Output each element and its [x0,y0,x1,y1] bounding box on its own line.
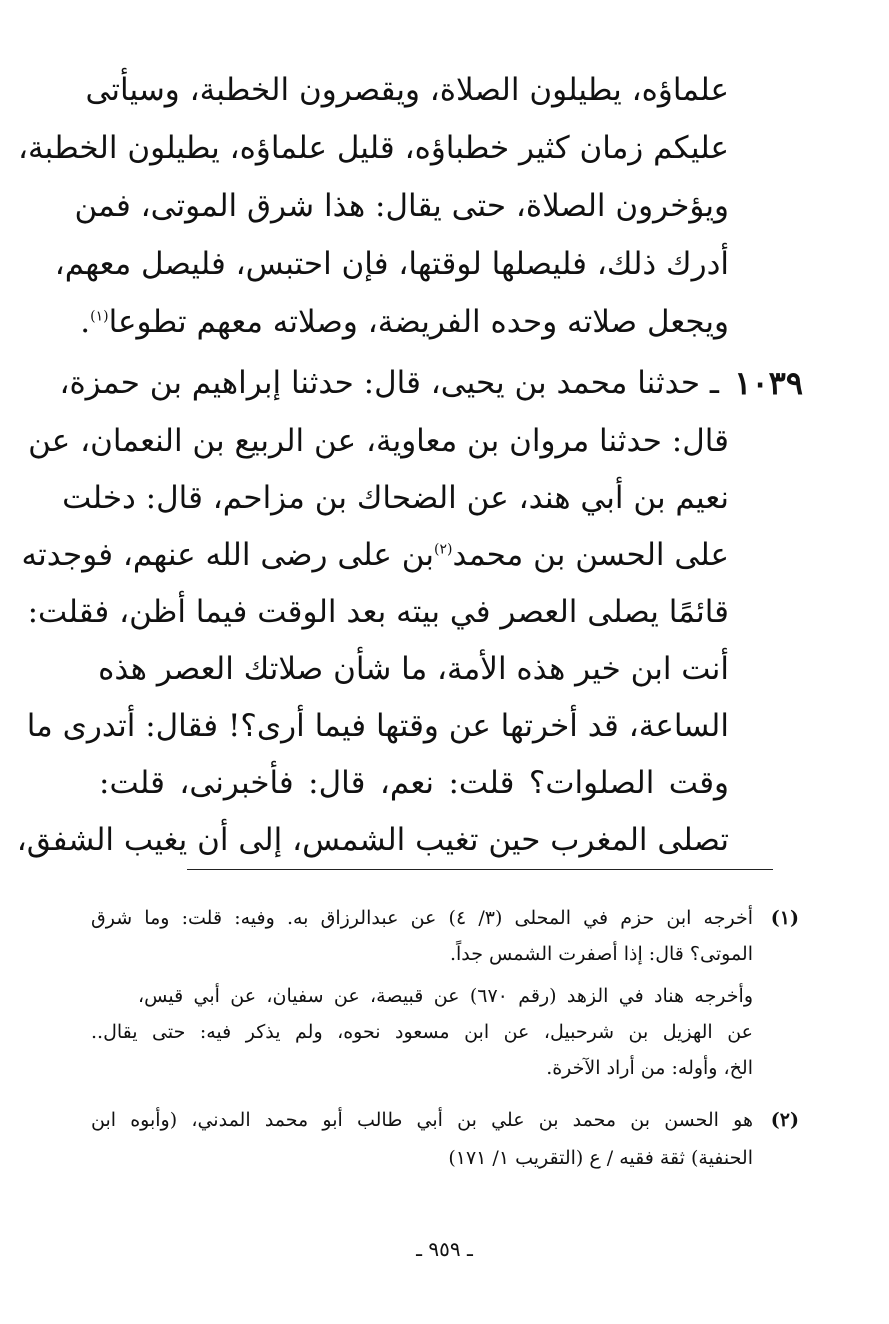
page-number: ـ ٩٥٩ ـ [416,1237,473,1261]
text-segment: على الحسن بن محمد [452,537,729,573]
footnote-line: وأخرجه هناد في الزهد (رقم ٦٧٠) عن قبيصة، عن سفيان، عن أبي قيس، [138,985,753,1007]
hadith-number: ١٠٣٩ [734,364,803,402]
footnote-line: أخرجه ابن حزم في المحلى (٣/ ٤) عن عبدالرزاق به. وفيه: قلت: وما شرق [91,907,753,929]
text-line: قال: حدثنا مروان بن معاوية، عن الربيع بن النعمان، عن [28,423,729,459]
text-line [80,294,729,350]
text-line [21,527,729,583]
footnote-ref-2: (٢) [434,541,453,558]
text-line: تصلى المغرب حين تغيب الشمس، إلى أن يغيب الشفق، [16,822,729,858]
footnote-line: عن الهزيل بن شرحبيل، عن ابن مسعود نحوه، ولم يذكر فيه: حتى يقال.. [91,1021,753,1043]
text-line: ويؤخرون الصلاة، حتى يقال: هذا شرق الموتى، فمن [74,188,729,224]
footnote-number: (١) [770,907,799,929]
footnote-line: الحنفية) ثقة فقيه / ع (التقريب ١/ ١٧١) [448,1147,753,1169]
footnote-line: الخ، وأوله: من أراد الآخرة. [546,1057,753,1079]
text-line: قائمًا يصلى العصر في بيته بعد الوقت فيما أظن، فقلت: [27,594,729,630]
text-line: أنت ابن خير هذه الأمة، ما شأن صلاتك العصر هذه [98,651,729,687]
text-line: ـ حدثنا محمد بن يحيى، قال: حدثنا إبراهيم بن حمزة، [59,365,719,401]
text-line: عليكم زمان كثير خطباؤه، قليل علماؤه، يطيلون الخطبة، [17,130,729,166]
footnote-line: هو الحسن بن محمد بن علي بن أبي طالب أبو محمد المدني، (وأبوه ابن [91,1109,753,1131]
text-segment: . [80,304,91,340]
footnote-separator [187,869,773,870]
text-line: نعيم بن أبي هند، عن الضحاك بن مزاحم، قال: دخلت [62,480,729,516]
footnote-ref-1: (١) [90,308,109,325]
footnote-number: (٢) [770,1109,799,1131]
text-segment: بن على رضى الله عنهم، فوجدته [21,537,434,573]
text-line: أدرك ذلك، فليصلها لوقتها، فإن احتبس، فليصل معهم، [54,246,729,282]
footnote-line: الموتى؟ قال: إذا أصفرت الشمس جداً. [449,943,753,965]
text-line: علماؤه، يطيلون الصلاة، ويقصرون الخطبة، وسيأتى [85,72,729,108]
text-line: الساعة، قد أخرتها عن وقتها فيما أرى؟! فقال: أتدرى ما [26,708,729,744]
text-segment: ويجعل صلاته وحده الفريضة، وصلاته معهم تطوعا [108,304,729,340]
text-line: وقت الصلوات؟ قلت: نعم، قال: فأخبرنى، قلت: [99,765,729,801]
